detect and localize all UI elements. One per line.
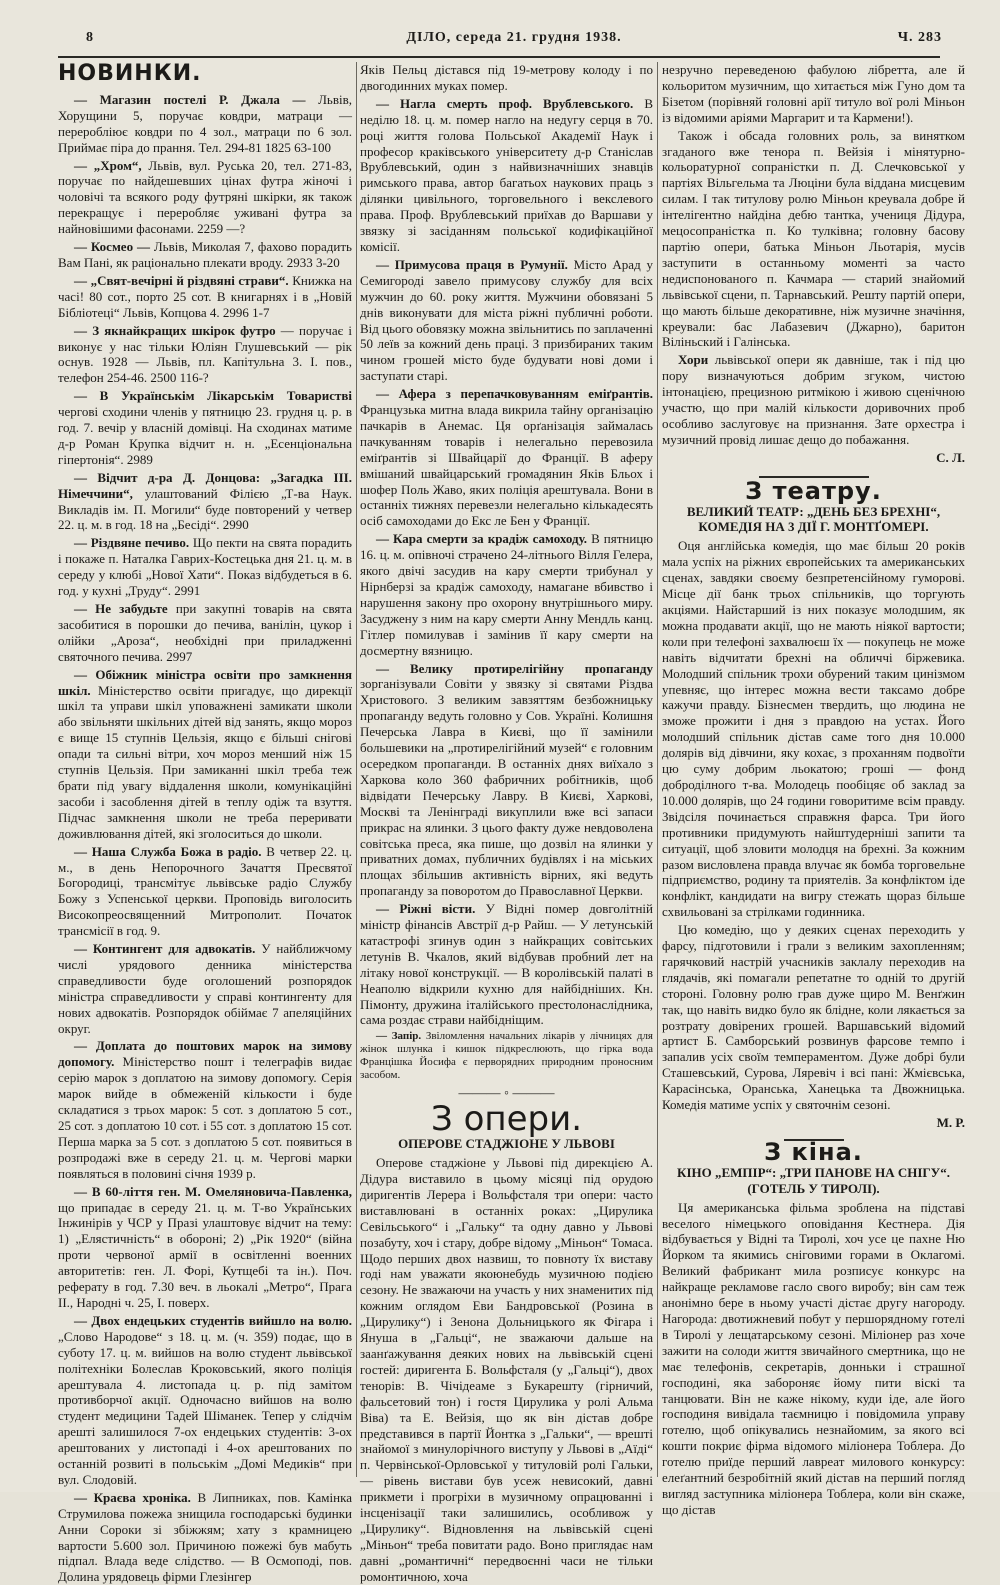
news-item-text: Місто Арад у Семигороді завело примусову службу для всіх мужчин до 60. року життя. Мужчини обовязані 5 днів виконувати для міста ріжні публичні роботи. Від цього обовязку можна звільнитись по заплаченні 50 леїв за кожний день праці. З призбираних таким чином грошей місто буде будувати нові доми і заступати старі. (360, 256, 654, 384)
news-item (58, 1490, 352, 1585)
author-signature: С. Л. (936, 449, 965, 465)
continued-text: Яків Пельц дістався під 19-метрову колоду і по двогодинних муках помер. (360, 62, 653, 93)
news-item-lead: — Доплата до поштових марок на зимову допомогу. (58, 1038, 352, 1070)
paragraph-text: львівської опери як давніше, так і під цю пору визначуються добрим згуком, чистою інтонацією, прецизною ритмікою і живою сценічною участю, що при малій кількости доривочних проб особливо заслуговує на признання. Зате орхестра і музичний провід лишає дещо до побажання. (662, 352, 965, 447)
news-item-lead: — Обіжник міністра освіти про замкнення шкіл. (58, 666, 352, 698)
news-item-lead: — Краєва хроніка. (74, 1489, 191, 1505)
footnote-text: Звіломлення начальних лікарів у лічницях для жінок шлунка і кишок підкреслюють, що гірка вода Францішка Йосифа є перворядних природним проносним засобом. (360, 1030, 653, 1082)
column-divider (657, 62, 658, 1477)
article-body-opera-p2: Також і обсада головних роль, за винятком згаданого вже тенора п. Вейзія і мінятурно-кольоратурної сопраністки п. Д. Слечковської у партіях Вільгельма та Люціни була віддана мисцевим силам. І так титулову ролю Міньон креувала добре й інтелігентно найдіна дебю тантка, учениця Дідура, мецосопраністка п. Ко тулківна; головну басову партію опери, батька Міньон Льотарія, мусів заступити в останньому моменті за часто недиспонованого п. Качмара — старий знайомий львівської сцени, п. Тарнавський. Решту партій опери, що мають більше декоративне, ніж музичне значіння, креували: бас Лабазевич (Джарно), баритон Віліньский і Галінська. (662, 127, 965, 350)
section-title-theatre: З театру. (745, 476, 882, 505)
article-headline-theatre: ВЕЛИКИЙ ТЕАТР: „ДЕНЬ БЕЗ БРЕХНІ“, КОМЕДІЯ НА 3 ДІЇ Г. МОНТҐОМЕРІ. (686, 503, 941, 535)
article-body-theatre: Оця англійська комедія, що має більш 20 років мала успіх на ріжних європейських та американських сценах, завдяки своєму безпретенсійному гуморові. Місце дії банк трьох спільників, що торгують акціями. Найстарший із них показує молодшим, як можна продавати акції, що не мають ніякої вартости; коли при телефоні захвалюєш їх — покупець не може навіть відчитати брехні на обличчі біржевика. Молодший спільник трохи обурений таким цинізмом упевняє, що інтерес можна вести таксамо добре кажучи правду. Бізнесмен твердить, що людина не зможе прожити і дня з правдою на устах. Його молодший спільник дістав саме того дня 10.000 долярів від дівчини, яку кохає, з проханням подвоїти цю суму добрим льокатою; гроші — фонд доброділного т-ва. Молодець пообіцяє об заклад за 10.000 долярів, що 24 години говоритиме всім правду. Звідсіля починається справжня фарса. Три його противники придумують найштудерніші запити та ситуації, щоб зловити молодця на брехні. За кожним разом висловлена правда влучає як бомба торговельне підприємство, родину та приятелів. За конфліктом іде конфлікт, кандидати на вигру стежать щораз більше схвильовані за стрілками годинника. (662, 538, 965, 920)
news-item-text: Міністерство пошт і телеграфів видає серію марок з доплатою на зимову допомогу. Серія марок вийде в обмеженій кількости і буде складатися з трьох марок: 5 сот. з доплатою 5 сот., 25 сот. з доплатою 10 сот. і 55 сот. з доплатою 15 сот. Перша марка за 5 сот. з доплатою 5 сот. появиться в розпродажі вже в середу 21. ц. м. Чергові марки появляться в половині січня 1939 р. (58, 1054, 352, 1181)
news-item (58, 844, 352, 939)
news-item (360, 96, 653, 255)
news-item-lead: — Відчит д-ра Д. Донцова: „Загадка ІІІ. Німеччини“, (58, 469, 352, 501)
news-item-lead: — „Свят-вечірні й різдвяні страви“. (74, 272, 289, 288)
news-item (58, 92, 352, 156)
news-item-lead: — Не забудьте (74, 601, 168, 616)
running-head (86, 30, 942, 52)
news-item-text: зорганізували Совіти у звязку зі святами Різдва Христового. З великим завзяттям безбожницьку пропаганду ведуть головно у Сов. Україні. Колишня Печерська Лавра в Києві, що її замінили большевики на „протирелігійний музей“ є головним осередком пропаганди. В останніх днях виїхало з Харкова коло 360 фабричних робітників, щоб відвідати Печерську Лавру. В Києві, Харкові, Москві та Ленінграді викуплили вже всі запаси прикрас на ялинки. З цього факту дуже невдоволена совітська преса, яка пише, що дозвіл на ялинки у приватних домах, публичних будівлях і на міських площах збільшив активність вірних, які ведуть пропаганду за поворотом до Православної Церкви. (360, 676, 653, 899)
article-headline-opera: ОПЕРОВЕ СТАДЖІОНЕ У ЛЬВОВІ (398, 1136, 615, 1152)
news-item-lead: — „Хром“, (74, 157, 142, 173)
news-item (58, 1038, 352, 1181)
news-item-lead: — З якнайкращих шкірок футро (74, 322, 276, 338)
paragraph-lead: Хори (678, 352, 709, 368)
article-headline-cinema: КІНО „ЕМПІР“: „ТРИ ПАНОВЕ НА СНІГУ“. (ГОТЕЛЬ У ТИРОЛІ). (677, 1164, 950, 1196)
news-item (58, 158, 352, 238)
news-item (58, 470, 352, 534)
news-item (360, 257, 653, 384)
news-item (360, 386, 653, 529)
news-item (58, 388, 352, 468)
news-item (58, 273, 352, 321)
news-item (58, 1313, 352, 1488)
news-item-lead: — Магазин постелі Р. Джала — (74, 91, 306, 107)
news-item-lead: — В 60-ліття ген. М. Омеляновича-Павленка, (74, 1183, 352, 1199)
news-item-text: Що пекти на свята порадить і покаже п. Наталка Гаврих-Костецька дня 21. ц. м. в середу у клюбі „Нової Хати“. Показ відбудеться в 6. год. у кухні „Труду“. 2991 (58, 535, 352, 599)
article-body-theatre-p2: Цю комедію, що у деяких сценах переходить у фарсу, підготовили і грали з великим захопленням; гарячковий настрій учасників заклалу переходив на глядачів, які помагали репетатне то одній то другій стороні. Головну ролю грав дуже щиро М. Венґжин так, що навіть видко було як блідне, коли лякається за розтрату довірених грошей. Варшавський відомий артист Б. Самборський розвинув фарсове темпо і запалив усіх своїм темпераментом. Дуже добрі були Сташевський, Сурова, Ляревіч і всі пані: Жмієвська, Карасінська, Оранська, Ханецька та Двожницька. Комедія матиме успіх у святочнім сезоні. (662, 922, 965, 1113)
news-item-text: Французька митна влада викрила тайну організацію пачкарів в Анемас. Ця орґанізація займалась пачкуванням товарів і нелегально перевозила еміґрантів зі Швайцарії до Франції. В аферу вмішаний швайцарський громадянин Яків Бльох і шофер Поль Жаво, яких поліція арештувала. Вони в останніх тижнях перевезли нелегально кількадесять осіб самоходами до Екс ле Бен у Франції. (360, 402, 653, 529)
news-item (58, 1184, 352, 1311)
news-item (58, 239, 352, 271)
news-item (58, 601, 352, 665)
article-body-opera: Оперове стаджіоне у Львові під дирекцією А. Дідура виставило в цьому місяці під орудою диригентів Лерера і Вольфсталя три опери: часто виставлювані в останніх роках: „Цирулика Севільського“ і „Гальку“ та одну давно у Львові позабуту, хоч і стару, добре відому „Міньон“ Томаса. Щодо перших двох назвиш, то повноту їх виставу годі нам уважати якоюнебудь музичною подією сезону. Не зважаючи на участь у них знаменитих під кожним оглядом Еви Бандровської (Розина в „Цирулику“) і Зенона Дольницького як Фігара і Януша в „Гальці“, не зважаючи дальше на заанґажування деяких нових на львівській сцені гостей: диригента Б. Вольфсталя (у „Гальці“), двох тенорів: В. Чічідеаме з Букарешту (гірничий, фальсетовий тон) і гостя Цирулика у ролі Альма Віва) та Е. Вейзія, що як він дістав добре представився в партії Йонтка з „Гальки“, — врешті знайомої з минулорічного виступу у Львові в „Аїді“ п. Червінської-Орловської у титуловій ролі Гальки, — рівень вистави був усеж невисокий, давні прикмети і прогріхи в музичному опрацюванні і інсценізації таки залишились, особливож у „Цирулику“. Відновлення на львівській сцені „Міньон“ треба повитати радо. Воно приглядає нам давні „романтичні“ передвоєнні часи не тільки ромонтичною, хоча (360, 1155, 653, 1584)
news-item-lead: — Кара смерти за крадіж самоходу. (376, 531, 588, 547)
issue-number: Ч. 283 (897, 30, 942, 45)
news-item-text: В четвер 22. ц. м., в день Непорочного Зачаття Пресвятої Богородиці, трансмітує львівське радіо Службу Божу з Успенської церкви. Проповідь виголосить Високопреосвященний Митрополит. Початок трансмісії в год. 9. (58, 843, 352, 939)
news-item (58, 667, 352, 842)
article-body-opera-p3 (662, 352, 965, 447)
article-body-cinema: Ця американська фільма зроблена на підставі веселого німецького оповідання Кестнера. Дія відбувається у Відні та Тиролі, хоч усе це пахне Ню Йорком та якимись сніговими горами в Оклагомі. Великий фабрикант мила розписує конкурс на найкраще рекламове гасло свого виробу; він сам теж анонімно бере в ньому участі дістає другу нагороду. Нагорода: двотижневий побут у першорядному готелі в Тиролі у лещатарському сезоні. Міліонер раз хоче зажити на солоди життя звичайного смертника, що не має телефонів, секретарів, донньки і страшної господині, яка забороняє йому пити віскі та танцювати. Він не каже нікому, куди іде, але його господиня вивідала таємницю і повідомила управу готелю, щоб опікувались незнайомим, за якого всі кошти покриє фірма відомого міліонера Тоблера. До готелю приїде перший лавреат милового конкурсу: елеґантний безробітній який дістав на перший погляд вигляд заступника міліонера Тоблера, коли він скаже, що дістав (662, 1199, 965, 1517)
news-item-text: — поручає і виконує у нас тільки Юліян Глушевський — рік оснув. 1928 — Львів, пл. Капітульна 3. І. пов., телефон 254-46. 2500 116-? (58, 322, 352, 386)
news-item-lead: — Наша Служба Божа в радіо. (74, 843, 262, 859)
news-item (360, 901, 653, 1028)
column-news (58, 61, 353, 1585)
column-divider (356, 62, 357, 1477)
page-number: 8 (86, 30, 94, 45)
news-item-text: Львів, Хорущини 5, поручає ковдри, матраци — переробліює ковдри по 4 зол., матраци по 6 зол. Приймає піра до прання. Тел. 294-81 1825 63-100 (58, 91, 352, 155)
news-item-text: Книжка на часі! 80 сот., порто 25 сот. В книгарнях і в „Новій Бібліотеці“ Львів, Копцова 4. 2996 1-7 (58, 272, 353, 320)
section-title-news: НОВИНКИ. (58, 61, 202, 86)
news-item-text: В Липниках, пов. Камінка Струмилова пожежа знищила господарські будинки Анни Сороки зі збіжжям; хату з крамницею вартости 5.600 зол. Причиною пожежі був мабуть підпал. Влада веде слідство. — В Осмоподі, пов. Долина урядовець фірми Глезінгер (58, 1489, 352, 1585)
footnote-ad (360, 1030, 653, 1082)
news-item-lead: — Нагла смерть проф. Врублевського. (376, 95, 634, 111)
news-item (58, 535, 352, 599)
masthead-title: ДІЛО, середа 21. грудня 1938. (406, 30, 622, 45)
news-list (58, 92, 352, 1585)
news-item-lead: — Велику протирелігійну пропаганду (376, 660, 653, 676)
column-right (662, 62, 965, 1517)
news-item-text: чергові сходини членів у пятницю 23. грудня ц. р. в год. 7. вечір у власній домівці. На сходинах матиме д-р Роман Крупка відчит н. н. „Есенціональна гіпертонія“. 2989 (58, 404, 352, 467)
news-item (58, 323, 352, 387)
news-item-text: при закупні товарів на свята засобитися в порошки до печива, ванілін, цукор і олійки „Ароза“, необхідні при приладженні святочного печива. 2997 (58, 601, 353, 664)
news-item-text: В неділю 18. ц. м. помер нагло на недугу серця в 70. році життя голова Польської Академії Наук і професор краківського університету д-р Станіслав Врублевський, один з найвизначніших знавців римського права, автор багатьох наукових праць з ділянки цивільного, торговельного і векслевого права. Проф. Врублевський приїхав до Варшави у звязку зі засіданням польської кодифікаційної комісії. (360, 95, 653, 254)
section-title-opera: З опери. (430, 1099, 583, 1140)
news-item-lead: — Космео — (74, 239, 150, 255)
news-item-text: Львів, вул. Руська 20, тел. 271-83, поручає по найдешевших цінах футра жіночі і чоловічі та всякого роду футряні шкірки, як також перекращує і переробляє уживані футра за найновішими фасонами. 2259 —? (58, 157, 352, 237)
news-item-text: В пятницю 16. ц. м. опівночі страчено 24-літнього Вілля Гелера, якого двічі засудив на кару смерти трибунал у Нірнберзі за крадіж самоходу, намагане вбивство і нарушення закону про охорону внутрішнього миру. Засуджену з ним на кару смерти Анну Мендль канц. Гітлер помилував і замінив її кару смерти на досмертну вязницю. (360, 531, 653, 658)
news-item-text: Міністерство освіти пригадує, що дирекції шкіл та управи шкіл уповажнені замикати школи або звільняти шкільних дітей від занять, якщо мороз є вище 15 ступнів Цельзія, якщо є більші снігові опади та сильні вітри, хоч мороз менший ніж 15 ступнів Цельзія. При замиканні шкіл треба теж брати під увагу віддалення школи, комунікаційні засоби і засоблення дітей в теплу одіж та взуття. Підчас замкнення школи не треба переривати доживлювання дітей, які зголоситься до школи. (58, 682, 352, 841)
news-item-lead: — Контингент для адвокатів. (74, 941, 256, 957)
news-item-lead: — В Українськім Лікарськім Товаристві (74, 388, 352, 404)
news-item-lead: — Ріжні вісти. (376, 901, 476, 917)
news-item (58, 941, 352, 1036)
news-item (360, 531, 653, 658)
news-item (360, 661, 653, 900)
article-body-opera-cont: незручно переведеною фабулою лібретта, але й кольоритом музичним, що хитається між Гуно дом та Бізетом (порівняй головні арії титуло вої ролі Міньон із відомими аріями Маргарит и та Кармени!). (662, 62, 965, 125)
news-item-text: улаштований Філією „Т-ва Наук. Викладів ім. П. Могили“ буде повторений у четвер 22. ц. м. в год. 18 на „Бесіді“. 2990 (58, 485, 352, 533)
news-item-lead: — Різдвяне печиво. (74, 535, 190, 551)
ornament-divider: ——— ◦ ——— (458, 1086, 555, 1102)
header-rule (58, 56, 940, 58)
news-item-text: Львів, Миколая 7, фахово порадить Вам Пані, як раціонально плекати вроду. 2933 3-20 (58, 239, 352, 270)
news-item-lead: — Двох ендецьких студентів вийшло на волю. (74, 1312, 352, 1328)
news-item-text: У найближчому числі урядового денника міністерства справедливости буде оголошений розпорядок міністра справедливости у справі контингенту для нових адвокатів. Розпорядок обіймає 7 апеляційних округ. (58, 941, 352, 1036)
footnote-lead: — Запір. (376, 1030, 422, 1043)
section-title-cinema: З кіна. (764, 1137, 863, 1166)
news-item-lead: — Примусова праця в Румунії. (376, 256, 568, 272)
news-item-text: що припадає в середу 21. ц. м. Т-во Українських Інжинірів у ЧСР у Празі улаштовує відчит на тему: 1) „Елястичність“ в обороні; 2) „Рік 1920“ (війна проти червоної армії в освітленні военних авторитетів: ген. Л. Форі, Кутщебі та ін.). Поч. реферату в год. 7.30 веч. в льокалі „Метро“, Прага ІІ., Народні ч. 25, І. поверх. (58, 1199, 352, 1310)
author-signature: М. Р. (936, 1115, 965, 1130)
news-item-text: У Відні помер довголітній міністр фінансів Австрії д-р Райш. — У летунській катастрофі згинув один з найкращих совітських летунів В. Чкалов, який відбував пробний лет на літаку нової конструкції. — В королівській палаті в Неаполю відкрили кухню для найбідніших. Кн. Пімонту, дружина італійського престолонаслідника, сама роздає страви найбідніщим. (360, 901, 653, 1028)
column-middle (360, 62, 654, 1584)
news-item-lead: — Афера з перепачковуванням еміґрантів. (376, 386, 653, 402)
news-item-text: „Слово Народове“ з 18. ц. м. (ч. 359) подає, що в суботу 17. ц. м. вийшов на волю студент львівської політехніки Болеслав Кроковський, якого поліція арештувала 4. листопада ц. р. під замітом противборчої акції. Одночасно вийшов на волю студент медицини Тадей Шіманек. Тепер у слідчім арешті залишилося 7-ох ендецьких студентів: 3-ох арештованих у листопаді і 4-ох арештованих по останній розвиті в польськім „Домі Медиків“ при вул. Слодовій. (58, 1328, 352, 1487)
